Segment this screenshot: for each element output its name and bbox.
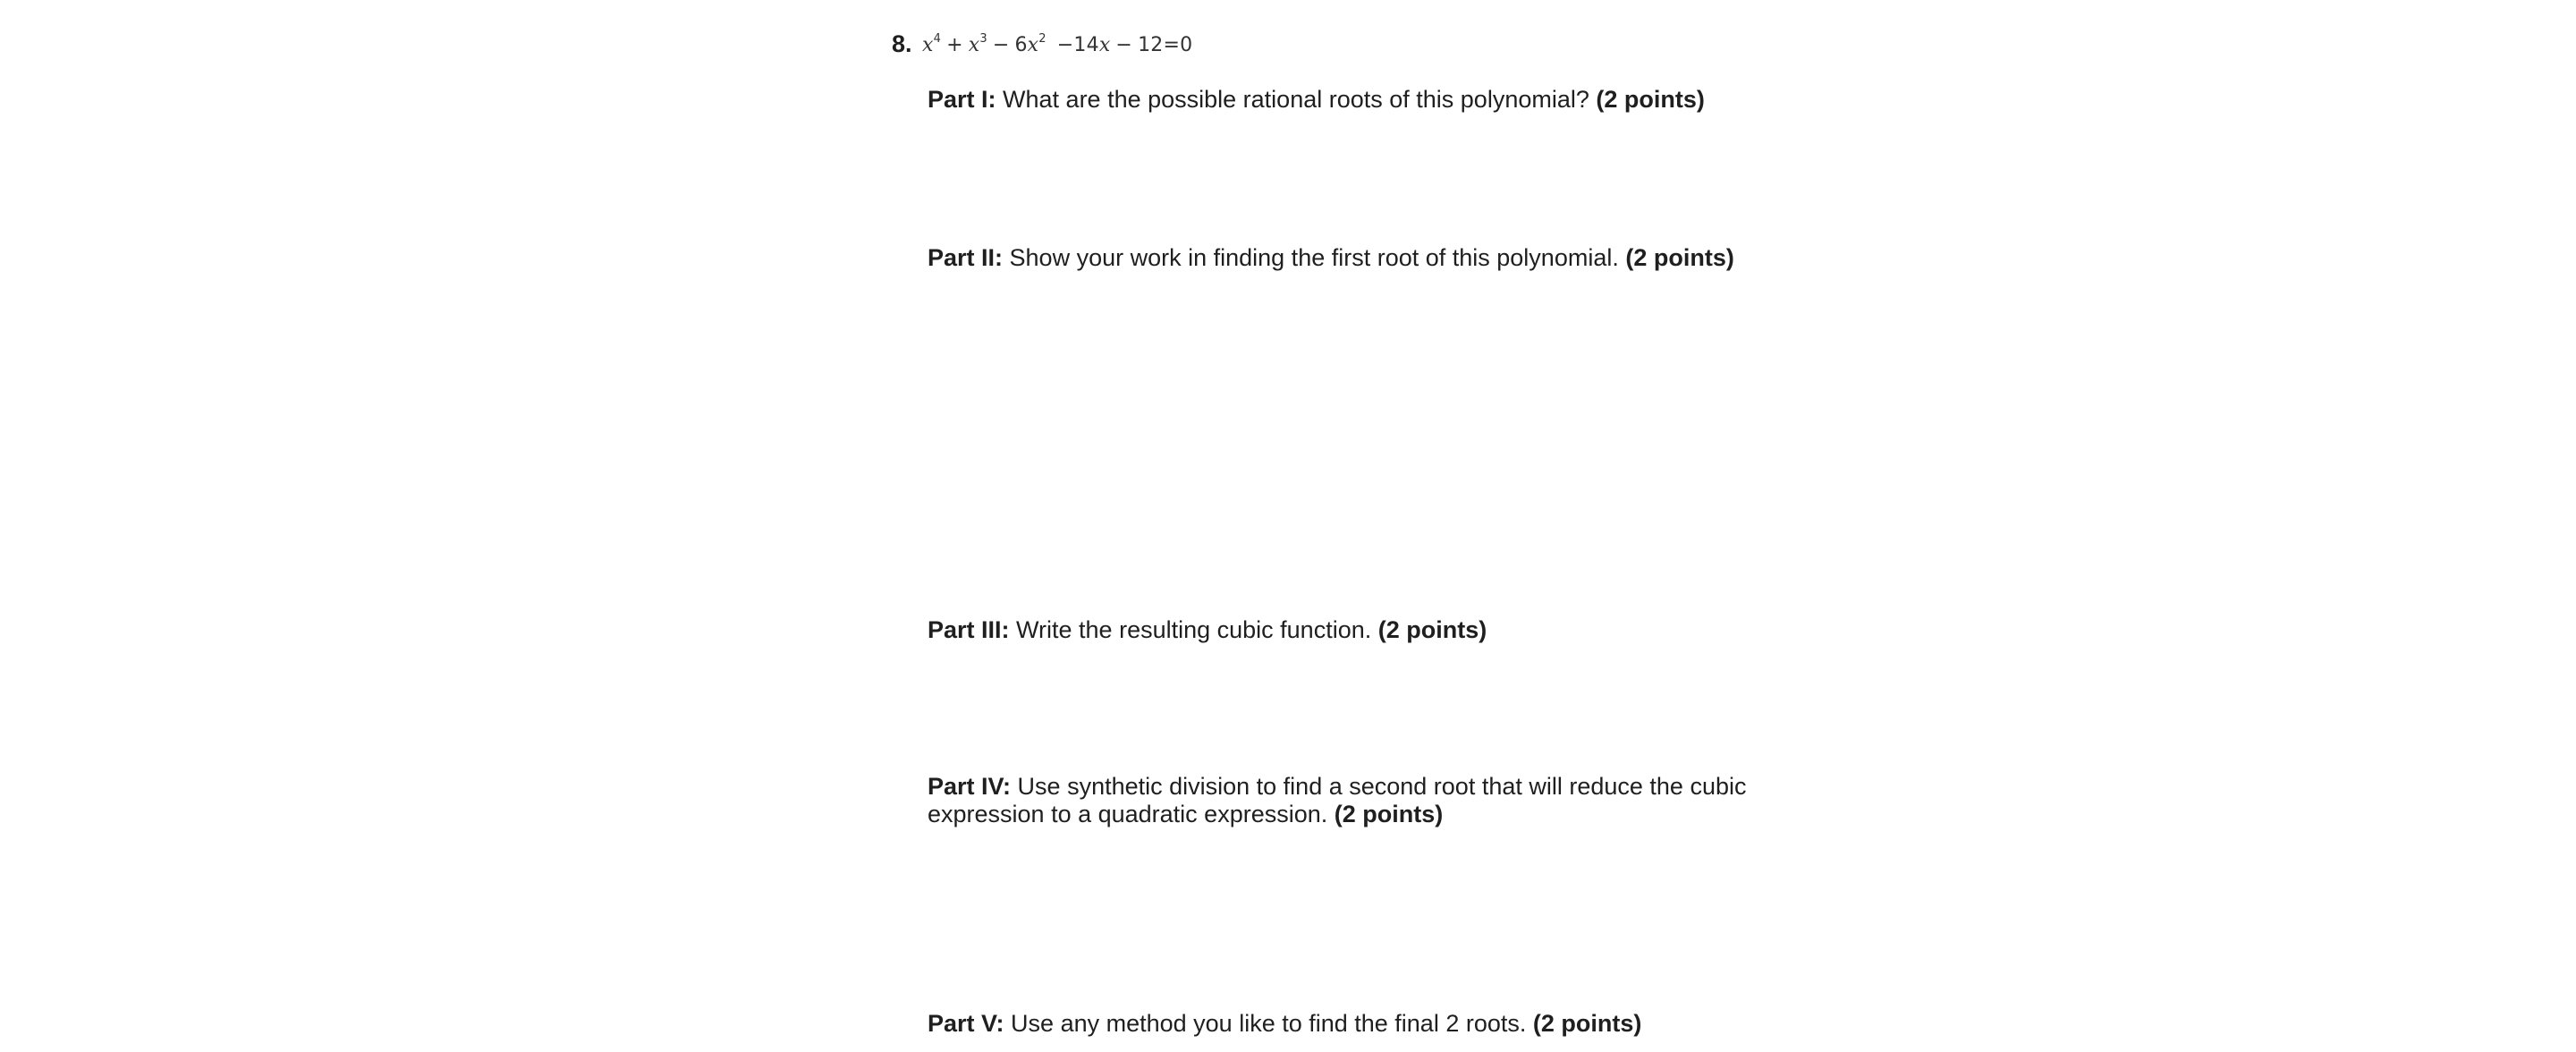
part-4-points: (2 points) — [1334, 801, 1444, 827]
part-1-label: Part I: — [928, 86, 996, 113]
part-5-label: Part V: — [928, 1010, 1004, 1037]
part-2-prompt — [928, 244, 1750, 272]
term-1-exponent: 4 — [933, 32, 942, 46]
part-4-label: Part IV: — [928, 773, 1012, 800]
part-2-label: Part II: — [928, 244, 1004, 271]
term-1-variable: x — [922, 34, 934, 56]
term-4-coefficient: 14 — [1073, 34, 1099, 56]
term-2-variable: x — [968, 34, 980, 56]
operator-4: − — [1115, 34, 1133, 56]
term-3-coefficient: 6 — [1014, 34, 1028, 56]
part-5-text: Use any method you like to find the final 2 roots. — [1004, 1010, 1533, 1037]
part-3-points: (2 points) — [1377, 616, 1487, 643]
part-2-points: (2 points) — [1625, 244, 1734, 271]
part-3-text: Write the resulting cubic function. — [1009, 616, 1378, 643]
part-4-text: Use synthetic division to find a second root that will reduce the cubic expression to a quadratic expression. — [928, 773, 1747, 827]
term-3-exponent: 2 — [1038, 32, 1046, 46]
question-number: 8. — [892, 30, 912, 57]
part-1-prompt — [928, 86, 1750, 114]
part-5-points: (2 points) — [1532, 1010, 1642, 1037]
part-3-label: Part III: — [928, 616, 1010, 643]
term-4-variable: x — [1098, 34, 1111, 56]
part-4-prompt — [928, 773, 1750, 828]
part-1-text: What are the possible rational roots of this polynomial? — [996, 86, 1597, 113]
term-3-variable: x — [1027, 34, 1039, 56]
constant-term: 12 — [1138, 34, 1164, 56]
part-3-prompt — [928, 616, 1750, 644]
part-2-text: Show your work in finding the first root of this polynomial. — [1003, 244, 1626, 271]
part-5-prompt — [928, 1010, 1750, 1038]
right-hand-side: 0 — [1180, 34, 1193, 56]
operator-3: − — [1056, 34, 1074, 56]
equals-sign: = — [1163, 34, 1181, 56]
operator-1: + — [946, 34, 963, 56]
part-1-points: (2 points) — [1596, 86, 1705, 113]
term-2-exponent: 3 — [979, 32, 987, 46]
operator-2: − — [992, 34, 1010, 56]
polynomial-equation — [922, 30, 1192, 62]
